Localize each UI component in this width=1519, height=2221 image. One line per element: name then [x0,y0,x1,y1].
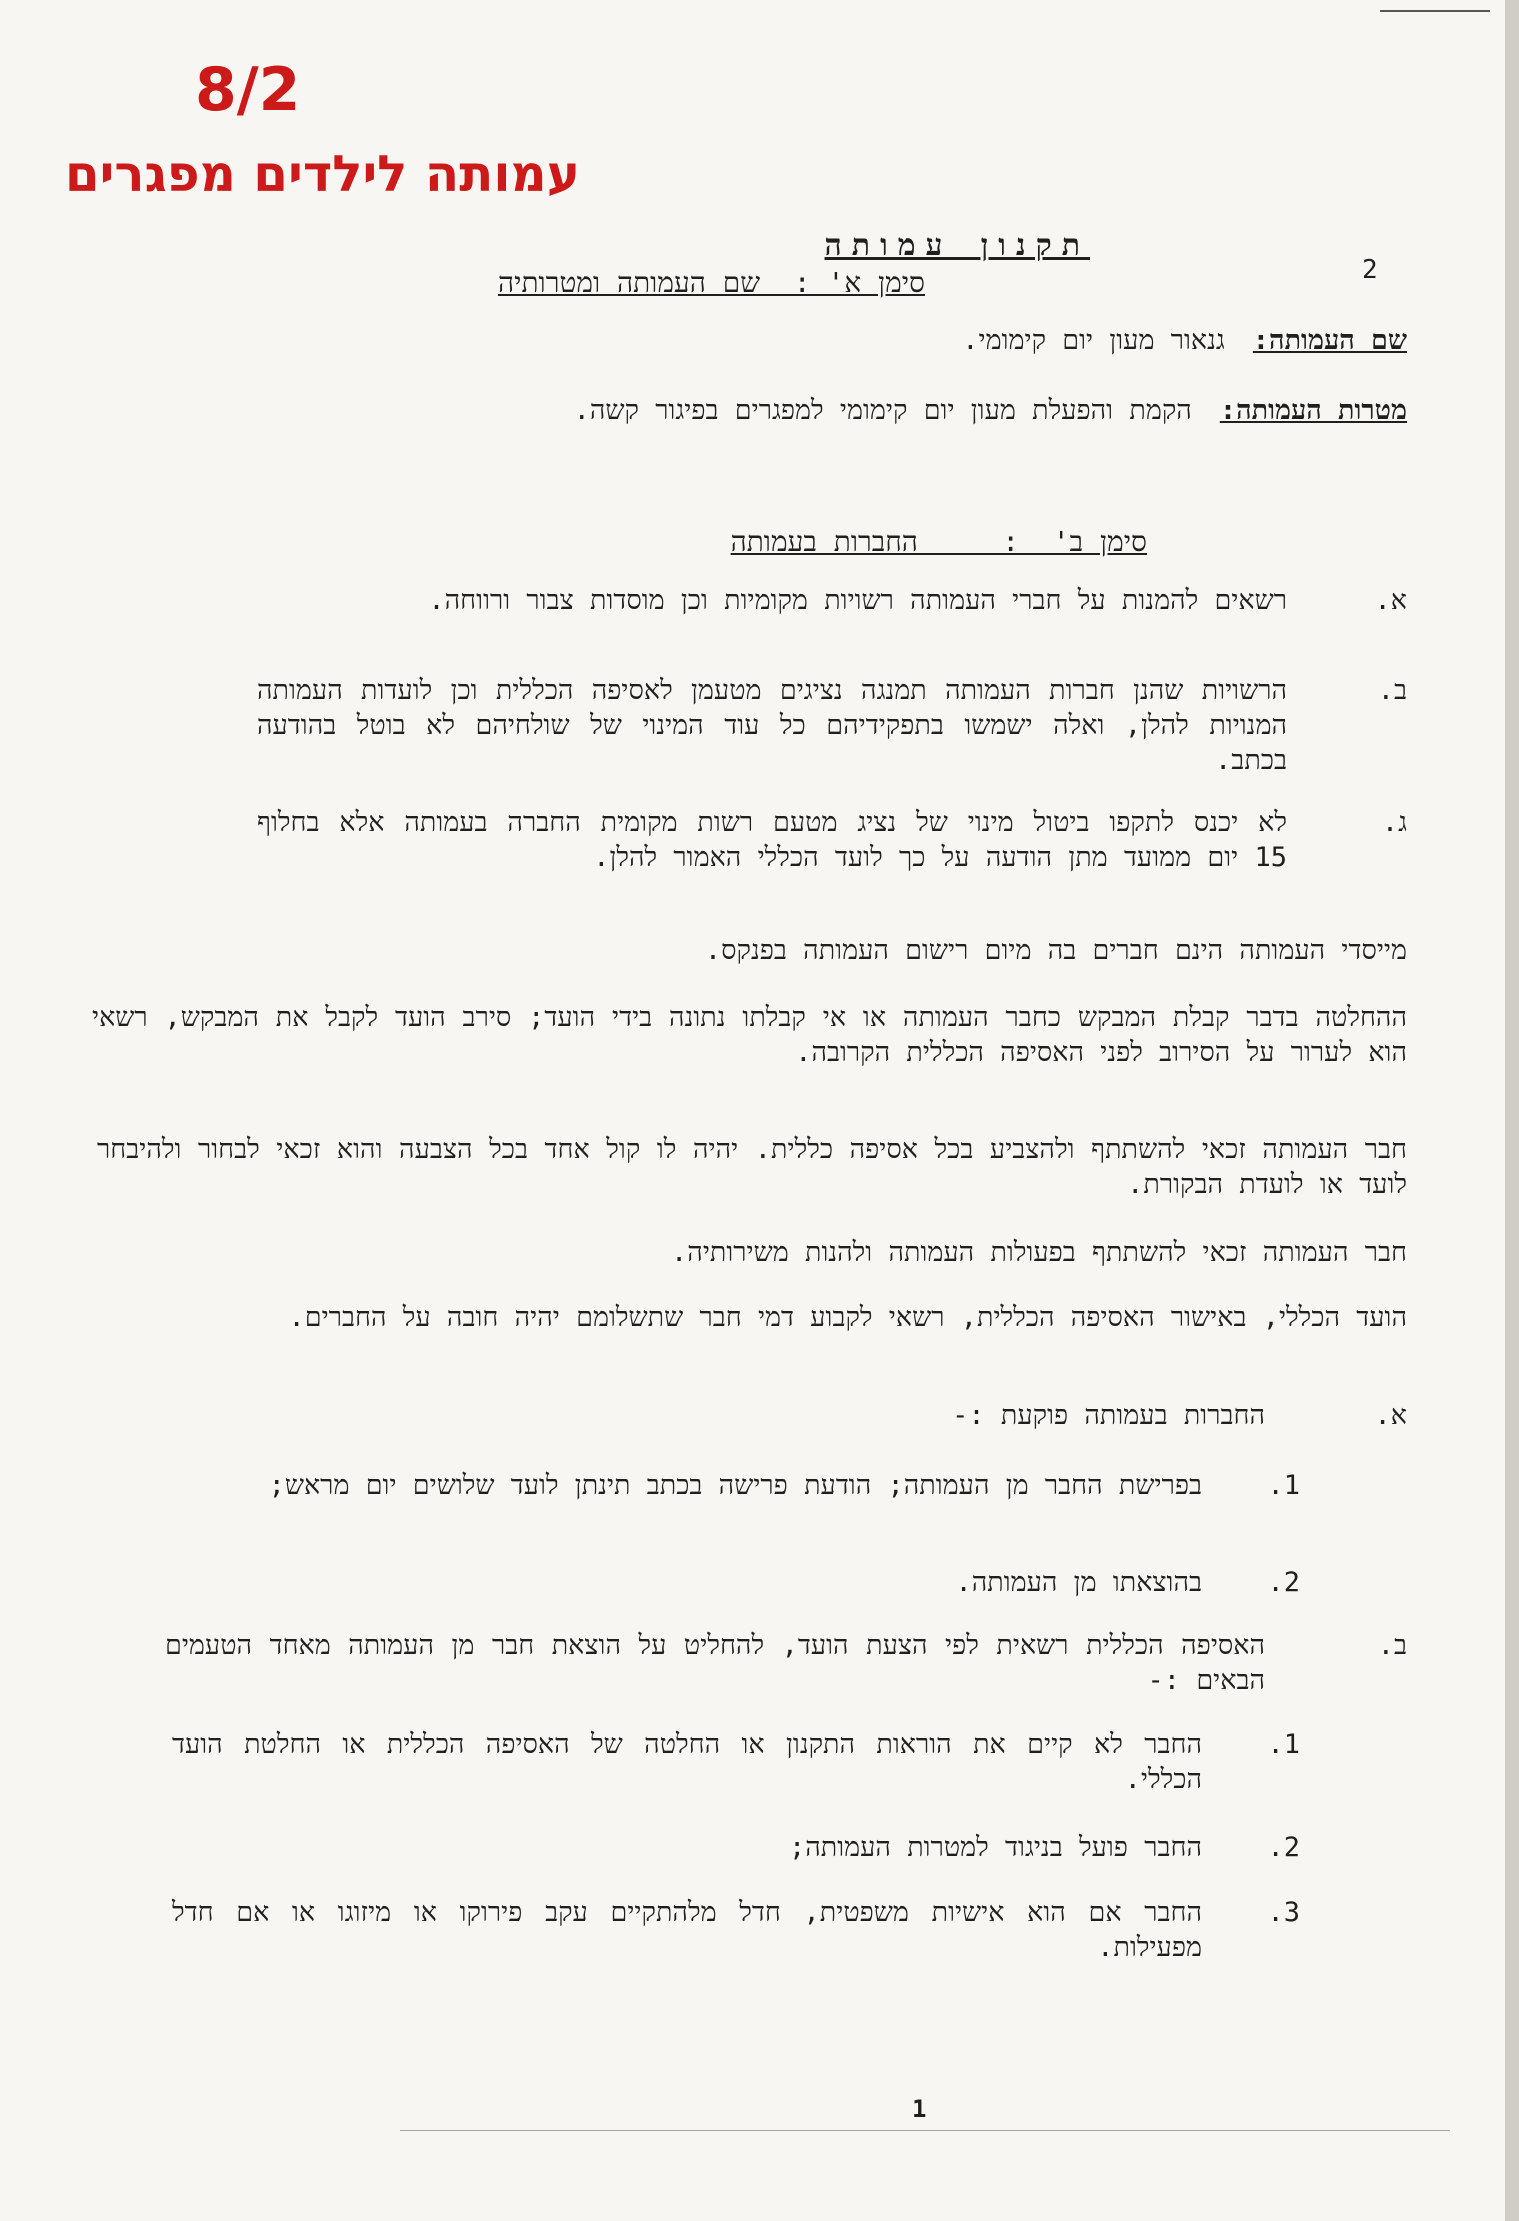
membership-item-marker: ג. [1381,807,1407,838]
termination-b-item-text: החבר לא קיים את הוראות התקנון או החלטה של האסיפה הכללית או החלטת הועד הכללי. [172,1729,1202,1795]
page-edge [1505,0,1519,2221]
document-title: תקנון עמותה [824,228,1090,263]
termination-a-item-marker: 2. [1267,1567,1300,1598]
termination-a-item-marker: 1. [1267,1470,1300,1501]
section-a-heading: סימן א' : שם העמותה ומטרותיה [498,266,925,299]
membership-paragraph: ההחלטה בדבר קבלת המבקש כחבר העמותה או אי קבלתו נתונה בידי הועד; סירב הועד לקבל את המבקש, רשאי הוא לערור על הסירוב לפני האסיפה הכללית הקרובה. [92,1002,1407,1068]
membership-item-text: רשאים להמנות על חברי העמותה רשויות מקומיות וכן מוסדות צבור ורווחה. [428,585,1287,616]
termination-b-item-text: החבר פועל בניגוד למטרות העמותה; [788,1832,1202,1863]
association-name-label: שם העמותה: [1252,325,1407,356]
termination-b-text: האסיפה הכללית רשאית לפי הצעת הועד, להחליט על הוצאת חבר מן העמותה מאחד הטעמים הבאים :- [165,1630,1265,1696]
termination-b-marker: ב. [1377,1630,1407,1661]
termination-a-marker: א. [1374,1400,1407,1431]
membership-item-text: הרשויות שהנן חברות העמותה תמנגה נציגים מטעמן לאסיפה הכללית וכן לועדות העמותה המנויות להלן, ואלה ישמשו בתפקידיהם כל עוד המינוי של שולחיהם לא בוטל בהודעה בכתב. [257,675,1287,776]
stamp-title: עמותה לילדים מפגרים [64,145,580,203]
scan-line [400,2130,1450,2131]
membership-item-marker: א. [1374,585,1407,616]
termination-b-item-marker: 2. [1267,1832,1300,1863]
membership-item-marker: ב. [1377,675,1407,706]
page-number-bottom: 1 [912,2095,927,2123]
termination-a-text: החברות בעמותה פוקעת :- [952,1400,1265,1431]
association-purpose-value: הקמת והפעלת מעון יום קימומי למפגרים בפיגור קשה. [573,395,1192,426]
stamp-number: 8/2 [195,55,301,125]
termination-a-item-text: בפרישת החבר מן העמותה; הודעת פרישה בכתב תינתן לועד שלושים יום מראש; [268,1470,1202,1501]
association-purpose-row [574,395,1407,426]
association-purpose-label: מטרות העמותה: [1219,395,1407,426]
termination-b-item-marker: 3. [1267,1897,1300,1928]
termination-b-item-text: החבר אם הוא אישיות משפטית, חדל מלהתקיים עקב פירוקו או מיזוגו או אם חדל מפעילות. [172,1897,1202,1963]
association-name-row [962,325,1407,356]
membership-item-text: לא יכנס לתקפו ביטול מינוי של נציג מטעם רשות מקומית החברה בעמותה אלא בחלוף 15 יום ממועד מתן הודעה על כך לועד הכללי האמור להלן. [257,807,1287,873]
page-number-top: 2 [1362,255,1378,285]
membership-paragraph: הועד הכללי, באישור האסיפה הכללית, רשאי לקבוע דמי חבר שתשלומם יהיה חובה על החברים. [288,1302,1407,1333]
termination-b-item-marker: 1. [1267,1729,1300,1760]
termination-a-item-text: בהוצאתו מן העמותה. [955,1567,1202,1598]
section-b-heading: סימן ב' : החברות בעמותה [730,525,1147,558]
membership-paragraph: חבר העמותה זכאי להשתתף ולהצביע בכל אסיפה כללית. יהיה לו קול אחד בכל הצבעה והוא זכאי לבחור ולהיבחר לועד או לועדת הבקורת. [97,1134,1407,1200]
membership-paragraph: מייסדי העמותה הינם חברים בה מיום רישום העמותה בפנקס. [704,935,1407,966]
membership-paragraph: חבר העמותה זכאי להשתתף בפעולות העמותה ולהנות משירותיה. [671,1237,1407,1268]
association-name-value: גנאור מעון יום קימומי. [962,325,1225,356]
scan-line [1380,10,1490,12]
